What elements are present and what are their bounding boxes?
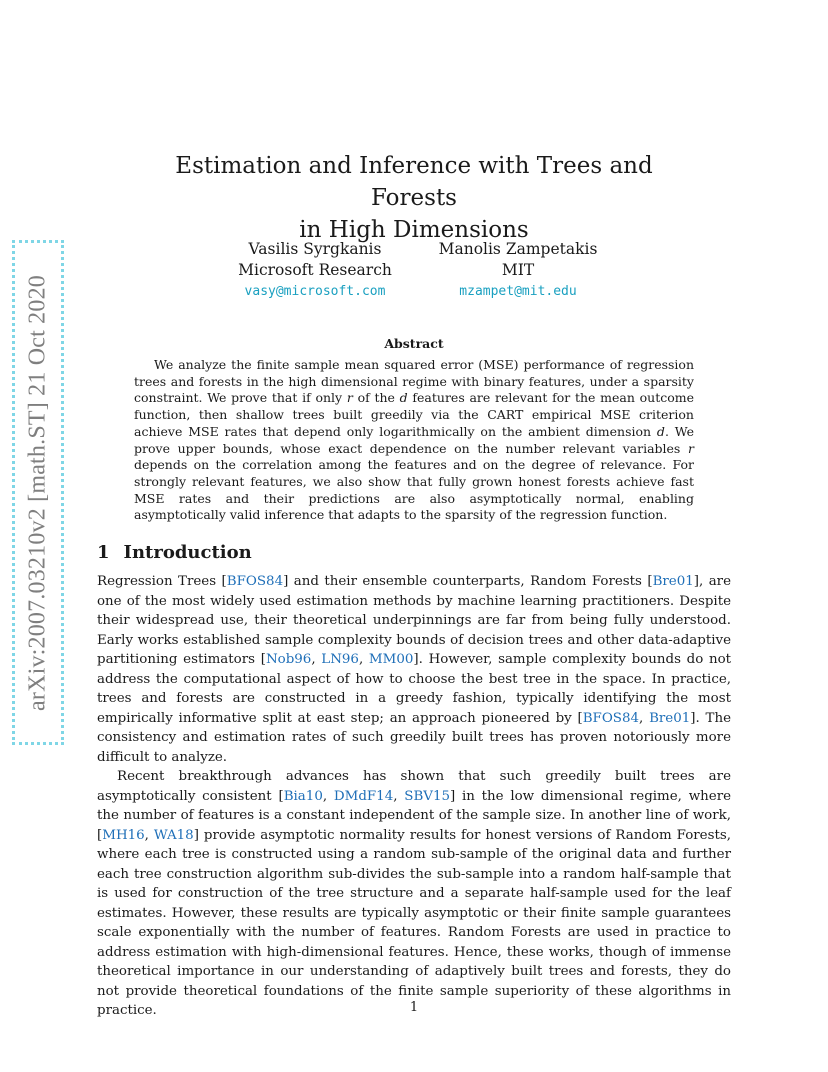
author-name: Vasilis Syrgkanis bbox=[248, 240, 382, 258]
abstract-segment: of the bbox=[352, 390, 400, 406]
abstract-segment: depends on the correlation among the features and on the degree of relevance. For strongly relevant features, we also show that fully grown honest forests achieve fast MSE rates and their predictions are also asymptotically normal, enabling asymptotically valid inference that adapts to the sparsity of the regression function. bbox=[134, 457, 694, 523]
math-variable-d: d bbox=[656, 423, 665, 439]
text-segment: Recent breakthrough advances has shown that such greedily built trees are asymptotically consistent [ bbox=[97, 769, 731, 804]
paragraph-1 bbox=[97, 572, 731, 767]
paper-title bbox=[170, 150, 658, 246]
separator: , bbox=[144, 827, 154, 843]
author-block-1 bbox=[220, 239, 410, 302]
math-variable-r: r bbox=[346, 390, 353, 406]
text-segment: ], are one of the most widely used estimation methods by machine learning practitioners. Despite their widespread use, their theoretical underpinnings are far from being fully understood. Early works established sample complexity bounds of decision trees and other data-adaptive partitioning estimators [ bbox=[97, 574, 732, 667]
citation-link[interactable]: LN96 bbox=[321, 652, 359, 667]
section-heading-introduction bbox=[97, 542, 252, 563]
introduction-body bbox=[97, 572, 731, 1021]
section-title: Introduction bbox=[123, 542, 252, 563]
math-variable-d: d bbox=[399, 390, 408, 406]
author-block-2 bbox=[423, 239, 613, 302]
separator: , bbox=[358, 652, 369, 667]
abstract-segment: . We prove upper bounds, whose exact dependence on the number relevant variables bbox=[134, 423, 694, 456]
citation-link[interactable]: BFOS84 bbox=[582, 710, 640, 726]
citation-link[interactable]: MH16 bbox=[102, 827, 145, 843]
text-segment: Regression Trees [ bbox=[97, 574, 227, 589]
math-variable-r: r bbox=[688, 440, 694, 456]
abstract-text bbox=[134, 357, 694, 524]
author-affiliation: Microsoft Research bbox=[238, 261, 392, 279]
text-segment: ] in the low dimensional regime, where the number of features is a constant independent of the sample size. In another line of work, [ bbox=[97, 788, 732, 843]
abstract-segment: We analyze the finite sample mean squared error (MSE) performance of regression trees and forests in the high dimensional regime with binary features, under a sparsity constraint. We prove that if only bbox=[134, 357, 694, 406]
paragraph-2 bbox=[97, 767, 731, 1021]
page-number: 1 bbox=[409, 1000, 419, 1015]
arxiv-identifier: arXiv:2007.03210v2 [math.ST] 21 Oct 2020 bbox=[24, 274, 51, 711]
text-segment: ] and their ensemble counterparts, Random Forests [ bbox=[283, 574, 653, 589]
separator: , bbox=[311, 652, 322, 667]
author-email-link[interactable]: vasy@microsoft.com bbox=[244, 284, 386, 299]
text-segment: ]. However, sample complexity bounds do not address the computational aspect of how to choose the best tree in the space. In practice, trees and forests are constructed in a greedy fashion, typically identifying the most empirically informative split at east step; an approach pioneered by [ bbox=[97, 652, 732, 726]
citation-link[interactable]: Bre01 bbox=[649, 710, 691, 726]
arxiv-stamp bbox=[12, 240, 64, 745]
separator: , bbox=[393, 788, 405, 804]
abstract-segment: features are relevant for the mean outcome function, then shallow trees built greedily via the CART empirical MSE criterion achieve MSE rates that depend only logarithmically on the ambient dimension bbox=[134, 390, 695, 439]
text-segment: ] provide asymptotic normality results for honest versions of Random Forests, where each tree is constructed using a random sub-sample of the original data and further each tree construction algorithm sub-divides the sub-sample into a random half-sample that is used for construction of the tree structure and a separate half-sample used for the leaf estimates. However, these results are typically asymptotic or their finite sample guarantees scale exponentially with the number of features. Random Forests are used in practice to address estimation with high-dimensional features. Hence, these works, though of immense theoretical importance in our understanding of adaptively built trees and forests, they do not provide theoretical foundations of the finite sample superiority of these algorithms in practice. bbox=[97, 827, 731, 1018]
citation-link[interactable]: Nob96 bbox=[265, 652, 312, 667]
title-line-1: Estimation and Inference with Trees and Forests bbox=[175, 153, 653, 211]
citation-link[interactable]: DMdF14 bbox=[333, 788, 394, 804]
author-name: Manolis Zampetakis bbox=[438, 240, 598, 258]
title-line-2: in High Dimensions bbox=[299, 217, 529, 243]
citation-link[interactable]: WA18 bbox=[153, 827, 194, 843]
citation-link[interactable]: MM00 bbox=[368, 652, 414, 667]
separator: , bbox=[639, 710, 650, 726]
abstract-heading: Abstract bbox=[384, 336, 444, 351]
citation-link[interactable]: Bia10 bbox=[283, 788, 323, 804]
citation-link[interactable]: SBV15 bbox=[404, 788, 450, 804]
section-number: 1 bbox=[97, 542, 110, 563]
citation-link[interactable]: Bre01 bbox=[652, 574, 694, 589]
citation-link[interactable]: BFOS84 bbox=[226, 574, 284, 589]
author-affiliation: MIT bbox=[501, 261, 535, 279]
author-email-link[interactable]: mzampet@mit.edu bbox=[459, 284, 577, 299]
text-segment: ]. The consistency and estimation rates of such greedily built trees has proven notoriously more difficult to analyze. bbox=[97, 710, 732, 765]
separator: , bbox=[322, 788, 334, 804]
